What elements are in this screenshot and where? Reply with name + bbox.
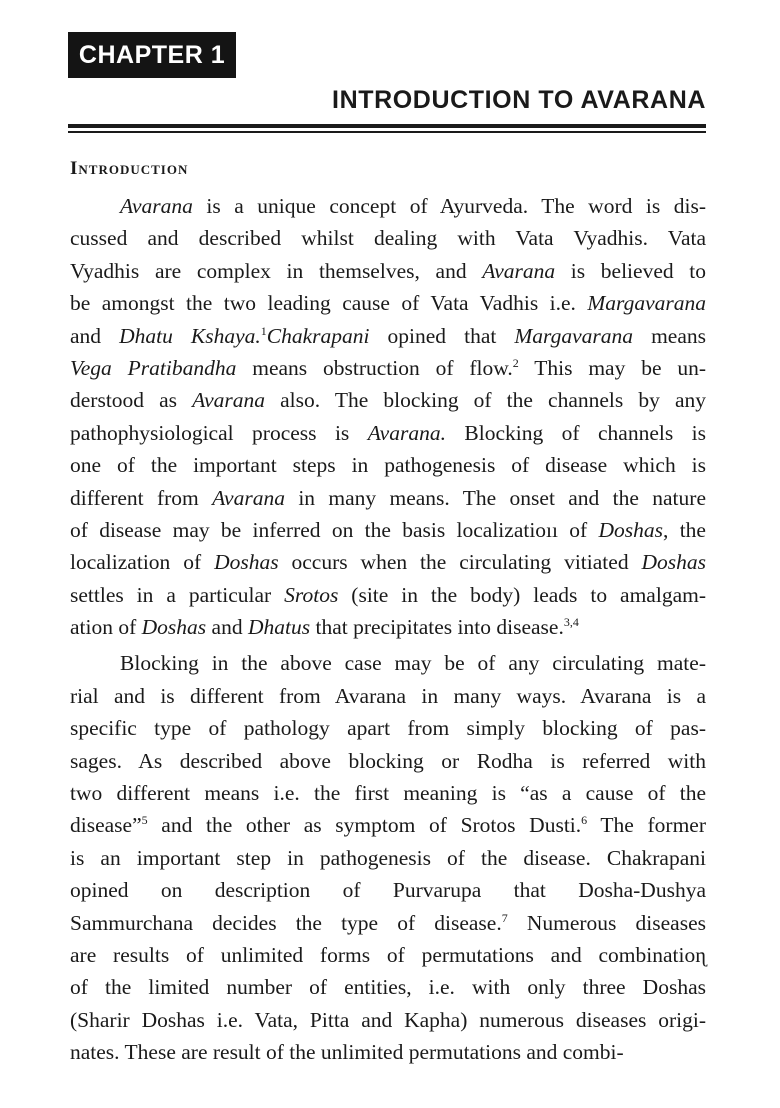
footnote-ref: 5	[141, 813, 148, 828]
text-segment: be amongst the two leading cause of Vata Vadhis i.e.	[70, 291, 588, 316]
text-segment: means obstruction of flow.	[236, 355, 513, 380]
text-line	[70, 907, 706, 939]
italic-term: Srotos	[284, 582, 339, 607]
italic-term: Dhatus	[247, 615, 311, 640]
text-segment: Blocking in the above case may be of any circulating mate-	[120, 651, 706, 676]
italic-term: Doshas	[641, 550, 707, 575]
text-segment: means	[633, 323, 706, 348]
text-segment: (Sharir Doshas i.e. Vata, Pitta and Kapha) numerous diseases origi-	[70, 1007, 706, 1032]
footnote-ref: 6	[581, 813, 588, 828]
text-segment: , the	[663, 517, 706, 542]
italic-term: Avarana	[482, 258, 556, 283]
italic-term: Margavarana	[587, 291, 706, 316]
text-segment: rial and is different from Avarana in many ways. Avarana is a	[70, 683, 706, 708]
chapter-title: INTRODUCTION TO AVARANA	[332, 86, 706, 114]
text-segment: derstood as	[70, 388, 193, 413]
italic-term: Margavarana	[514, 323, 634, 348]
italic-term: Doshas	[214, 550, 279, 575]
text-line	[70, 712, 706, 744]
text-segment: The former	[587, 813, 706, 838]
italic-term: Avarana	[192, 388, 266, 413]
text-line	[70, 777, 706, 809]
text-segment: opined that	[369, 323, 515, 348]
text-segment: in many means. The onset and the nature	[284, 485, 706, 510]
text-segment: localization of	[70, 550, 215, 575]
text-line	[70, 546, 706, 578]
text-segment: is a unique concept of Ayurveda. The word is dis-	[192, 194, 706, 218]
text-segment: two different means i.e. the first meaning is “as a cause of the	[70, 781, 706, 806]
text-line	[70, 939, 706, 971]
text-line	[70, 320, 706, 352]
text-segment: disease”	[70, 813, 142, 838]
text-line	[70, 809, 706, 841]
text-segment: Blocking of channels is	[445, 420, 706, 445]
text-line	[70, 1004, 706, 1036]
italic-term: Doshas	[141, 615, 207, 640]
text-segment: also. The blocking of the channels by any	[265, 388, 707, 413]
text-line	[70, 579, 706, 611]
italic-term: Avarana	[212, 485, 285, 510]
text-segment: nates. These are result of the unlimited permutations and combi-	[70, 1040, 624, 1065]
italic-term: Avarana	[120, 194, 193, 218]
text-segment: cussed and described whilst dealing with Vata Vyadhis. Vata	[70, 226, 706, 251]
italic-term: Avarana.	[367, 420, 446, 445]
paragraph	[70, 190, 706, 643]
text-line	[70, 384, 706, 416]
title-rule-thin	[68, 131, 706, 133]
text-segment: specific type of pathology apart from simply blocking of pas-	[70, 716, 706, 741]
italic-term: Dhatu Kshaya.	[119, 323, 261, 348]
text-line	[70, 222, 706, 254]
text-line	[70, 482, 706, 514]
text-segment: Numerous diseases	[507, 910, 707, 935]
text-segment: are results of unlimited forms of permutations and combinatioɳ	[70, 942, 706, 967]
text-segment: sages. As deѕcribed above blocking or Rodha is referred with	[70, 748, 706, 773]
italic-term: Vega Pratibandha	[70, 355, 237, 380]
text-segment: that precipitates into disease.	[310, 615, 564, 640]
footnote-ref: 2	[512, 355, 519, 370]
text-line	[70, 611, 706, 643]
text-segment: one of the important steps in pathogenesis of disease which is	[70, 453, 706, 478]
text-segment: Vyadhis are complex in themselves, and	[70, 258, 483, 283]
text-line	[70, 190, 706, 222]
text-segment: and the other as symptom of Srotos Dusti.	[147, 813, 582, 838]
text-segment: settles in a particular	[70, 582, 285, 607]
text-line	[70, 842, 706, 874]
footnote-ref: 7	[501, 910, 508, 925]
text-line	[70, 971, 706, 1003]
text-segment: ation of	[70, 615, 142, 640]
body-text	[70, 190, 706, 1069]
text-line	[70, 255, 706, 287]
text-line	[70, 874, 706, 906]
text-segment: is an important step in pathogenesis of the disease. Chakrapani	[70, 845, 706, 870]
text-segment: Sammurchana decides the type of disease.	[70, 910, 502, 935]
text-segment: opined on description of Purvarupa that Dosha-Dushya	[70, 878, 706, 903]
text-line	[70, 745, 706, 777]
chapter-label: CHAPTER 1	[68, 32, 236, 78]
text-line	[70, 514, 706, 546]
section-heading: Introduction	[70, 158, 189, 179]
text-line	[70, 647, 706, 679]
text-segment: and	[206, 615, 248, 640]
text-segment: and	[70, 323, 120, 348]
title-rule-thick	[68, 124, 706, 128]
text-line	[70, 1036, 706, 1068]
italic-term: Chakrapani	[266, 323, 370, 348]
footnote-ref: 1	[260, 323, 267, 338]
text-segment: of disease may be inferred on the basis localizatioıı of	[70, 517, 599, 542]
text-line	[70, 417, 706, 449]
footnote-ref: 3,4	[563, 615, 579, 630]
text-line	[70, 287, 706, 319]
text-segment: (site in the body) leads to amalgam-	[338, 582, 706, 607]
text-segment: of the limited number of entities, i.e. with only three Doshas	[70, 975, 706, 1000]
text-line	[70, 449, 706, 481]
text-segment: is believed to	[555, 258, 707, 283]
italic-term: Doshas	[598, 517, 664, 542]
text-segment: This may be un-	[518, 355, 706, 380]
text-segment: pathophysiological process is	[70, 420, 368, 445]
paragraph	[70, 647, 706, 1068]
text-segment: occurs when the circulating vitiated	[278, 550, 642, 575]
text-line	[70, 680, 706, 712]
text-segment: different from	[70, 485, 213, 510]
text-line	[70, 352, 706, 384]
